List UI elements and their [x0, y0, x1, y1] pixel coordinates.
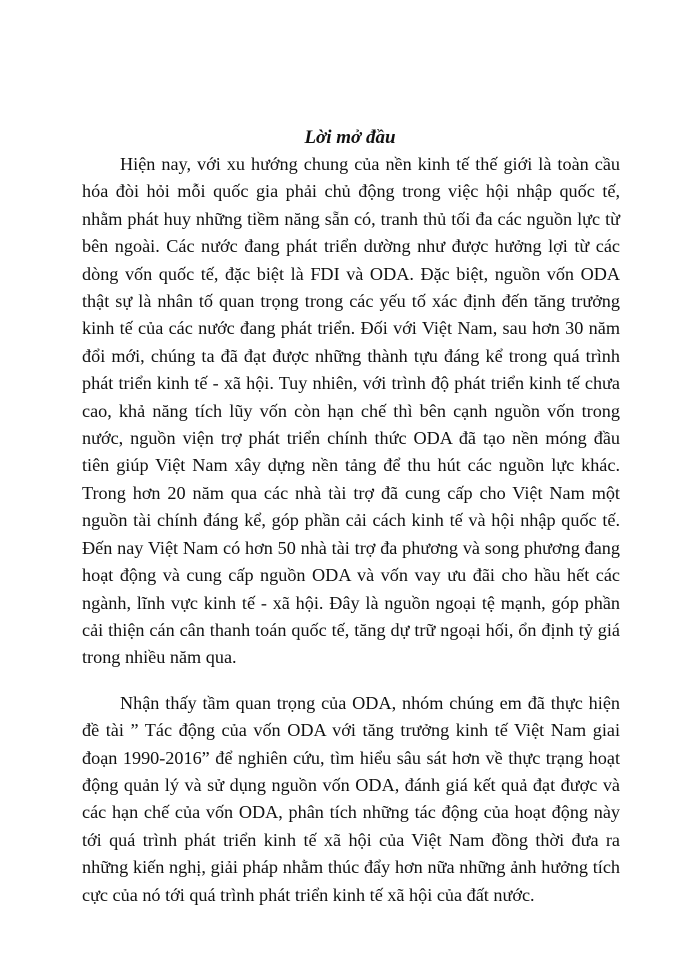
- page-title: Lời mở đầu: [304, 127, 396, 148]
- document-body: [82, 151, 620, 909]
- paragraph-purpose: Nhận thấy tầm quan trọng của ODA, nhóm chúng em đã thực hiện đề tài ” Tác động của vốn ODA với tăng trưởng kinh tế Việt Nam giai đoạn 1990-2016” để nghiên cứu, tìm hiểu sâu sát hơn về thực trạng hoạt động quản lý và sử dụng nguồn vốn ODA, đánh giá kết quả đạt được và các hạn chế của vốn ODA, phân tích những tác động của hoạt động này tới quá trình phát triển kinh tế xã hội của Việt Nam đồng thời đưa ra những kiến nghị, giải pháp nhằm thúc đẩy hơn nữa những ảnh hưởng tích cực của nó tới quá trình phát triển kinh tế xã hội của đất nước.: [82, 692, 620, 905]
- paragraph-intro: Hiện nay, với xu hướng chung của nền kinh tế thế giới là toàn cầu hóa đòi hỏi mỗi quốc gia phải chủ động trong việc hội nhập quốc tế, nhằm phát huy những tiềm năng sẵn có, tranh thủ tối đa các nguồn lực từ bên ngoài. Các nước đang phát triển dường như được hưởng lợi từ các dòng vốn quốc tế, đặc biệt là FDI và ODA. Đặc biệt, nguồn vốn ODA thật sự là nhân tố quan trọng trong các yếu tố xác định đến tăng trưởng kinh tế của các nước đang phát triển. Đối với Việt Nam, sau hơn 30 năm đổi mới, chúng ta đã đạt được những thành tựu đáng kể trong quá trình phát triển kinh tế - xã hội. Tuy nhiên, với trình độ phát triển kinh tế chưa cao, khả năng tích lũy vốn còn hạn chế thì bên cạnh nguồn vốn trong nước, nguồn viện trợ phát triển chính thức ODA đã tạo nền móng đầu tiên giúp Việt Nam xây dựng nền tảng để thu hút các nguồn lực khác. Trong hơn 20 năm qua các nhà tài trợ đã cung cấp cho Việt Nam một nguồn tài chính đáng kể, góp phần cải cách kinh tế và hội nhập quốc tế. Đến nay Việt Nam có hơn 50 nhà tài trợ đa phương và song phương đang hoạt động và cung cấp nguồn ODA và vốn vay ưu đãi cho hầu hết các ngành, lĩnh vực kinh tế - xã hội. Đây là nguồn ngoại tệ mạnh, góp phần cải thiện cán cân thanh toán quốc tế, tăng dự trữ ngoại hối, ổn định tỷ giá trong nhiều năm qua.: [82, 154, 620, 668]
